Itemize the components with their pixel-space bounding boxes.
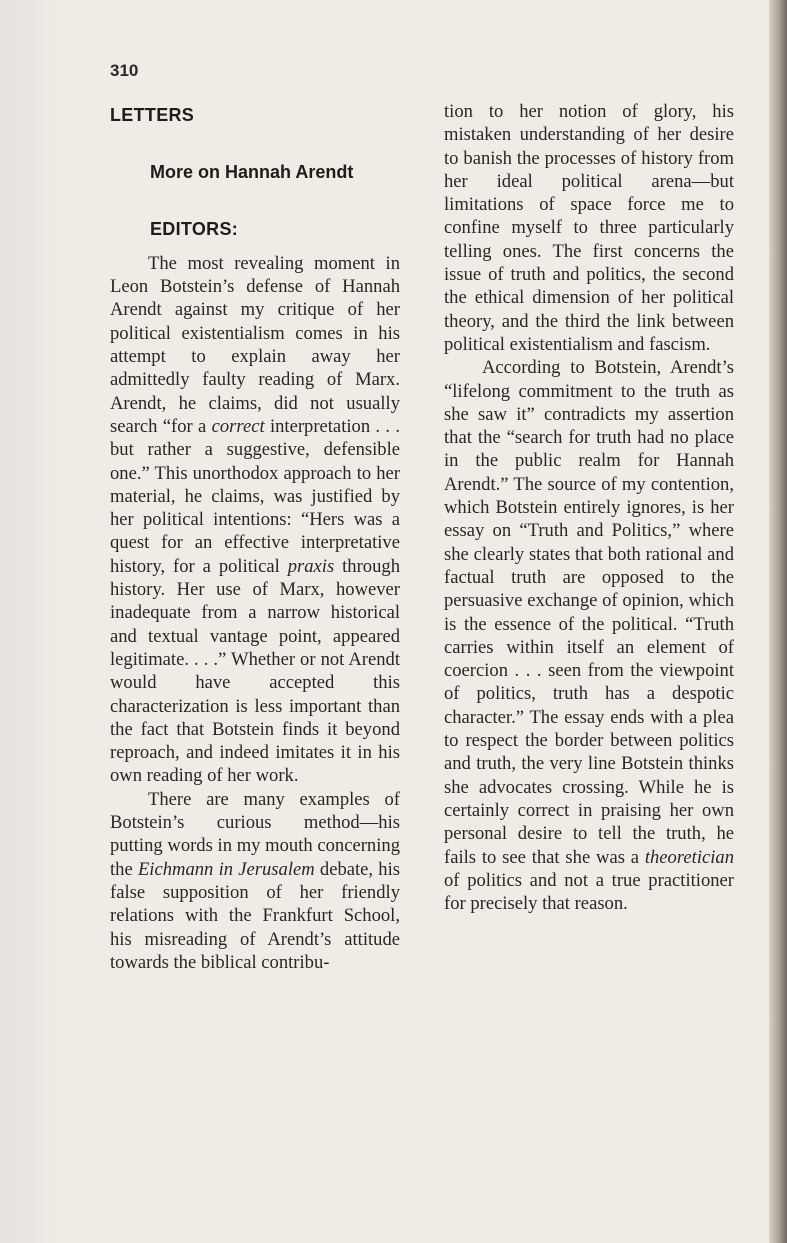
page-edge	[769, 0, 787, 1243]
page-number: 310	[110, 61, 139, 80]
emphasis-praxis: praxis	[287, 555, 335, 577]
section-heading: LETTERS	[110, 105, 195, 125]
left-column	[110, 100, 400, 974]
paragraph-continued: tion to her notion of glory, his mistaken understanding of her desire to banish the processes of history from her ideal political arena—but limitations of space force me to confine myself to three particularly telling ones. The first concerns the issue of truth and politics, the second the ethical dimension of her political theory, and the third the link between political existentialism and fascism.	[444, 101, 734, 355]
salutation: EDITORS:	[150, 218, 239, 239]
emphasis-theoretician: theoretician	[644, 846, 734, 868]
emphasis-correct: correct	[211, 415, 265, 437]
paragraph-2: There are many examples of Botstein’s curious method—his putting words in my mouth concerning the Eichmann in Jerusalem debate, his false supposition of her friendly relations with the Frankfurt School, his misreading of Arendt’s attitude towards the biblical contribu-	[110, 788, 400, 973]
paragraph-3: According to Botstein, Arendt’s “lifelong commitment to the truth as she saw it” contradicts my assertion that the “search for truth had no place in the public realm for Hannah Arendt.” The source of my contention, which Botstein entirely ignores, is her essay on “Truth and Politics,” where she clearly states that both rational and factual truth are opposed to the persuasive exchange of opinion, which is the essence of the political. “Truth carries within itself an element of coercion . . . seen from the viewpoint of politics, truth has a despotic character.” The essay ends with a plea to respect the border between politics and truth, the very line Botstein thinks she advocates crossing. While he is certainly correct in praising her own personal desire to tell the truth, he fails to see that she was a theoretician of politics and not a true practitioner for precisely that reason.	[444, 357, 734, 915]
page-shadow	[0, 0, 60, 1243]
paragraph-1: The most revealing moment in Leon Botstein’s defense of Hannah Arendt against my critique of her political existentialism comes in his attempt to explain away her admittedly faulty reading of Marx. Arendt, he claims, did not usually search “for a correct interpretation . . . but rather a suggestive, defensible one.” This unorthodox approach to her material, he claims, was justified by her political intentions: “Hers was a quest for an effective interpretative history, for a political praxis through history. Her use of Marx, however inadequate from a narrow historical and textual vantage point, appeared legitimate. . . .” Whether or not Arendt would have accepted this characterization is less important than the fact that Botstein finds it beyond reproach, and indeed imitates it in his own reading of her work.	[110, 252, 400, 787]
right-column	[444, 100, 734, 915]
article-title: More on Hannah Arendt	[150, 162, 354, 183]
emphasis-eichmann: Eichmann in Jerusalem	[137, 858, 315, 880]
